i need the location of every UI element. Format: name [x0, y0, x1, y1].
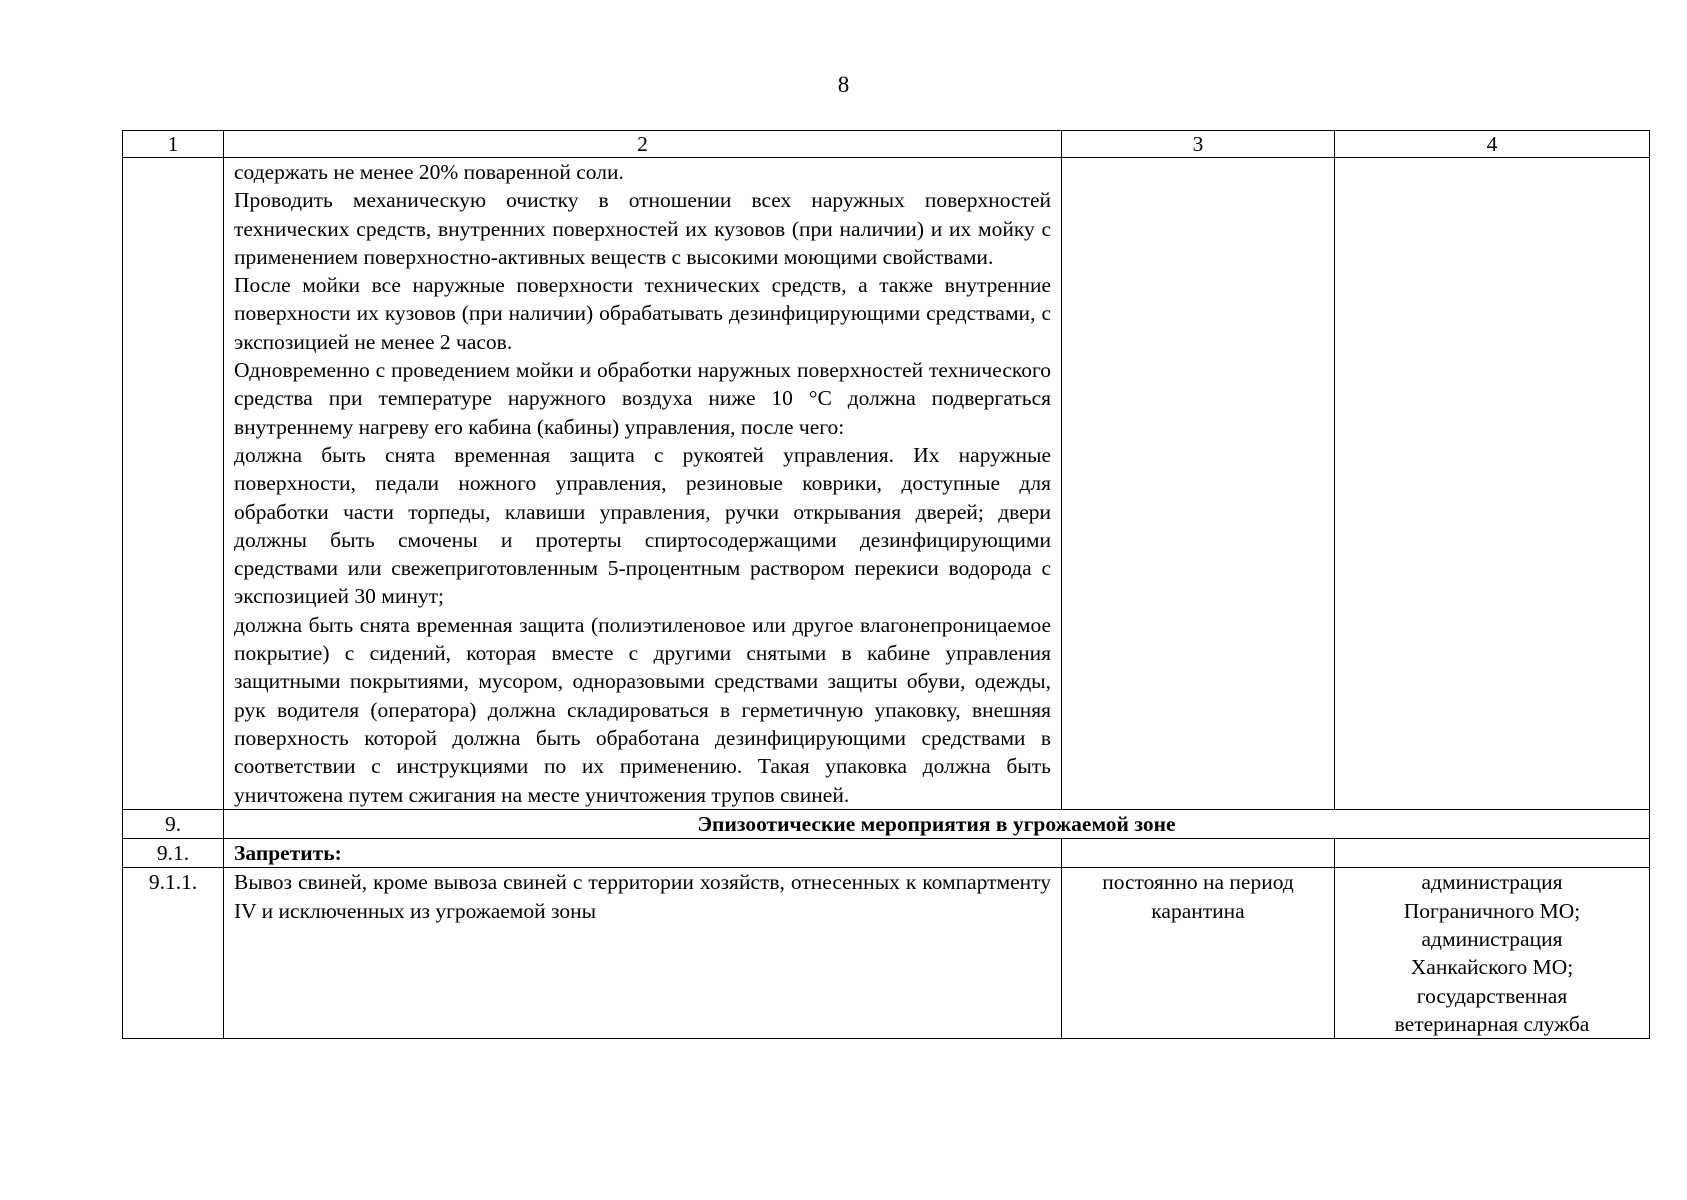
header-col-1: 1 — [123, 131, 224, 158]
paragraph: Одновременно с проведением мойки и обработки наружных поверхностей технического средства при температуре наружного воздуха ниже 10 °С должна подвергаться внутреннему нагреву его кабина (кабины) управления, после чего: — [234, 358, 1051, 439]
section-9-1-period-cell — [1062, 839, 1335, 868]
responsible-line: Ханкайского МО; — [1410, 955, 1574, 980]
continuation-num-cell — [123, 158, 224, 810]
section-9-row — [123, 809, 1650, 838]
row-9-1-1-text: Вывоз свиней, кроме вывоза свиней с территории хозяйств, отнесенных к компартменту IV и исключенных из угрожаемой зоны — [224, 868, 1062, 1039]
section-9-1-row — [123, 839, 1650, 868]
section-9-num: 9. — [123, 809, 224, 838]
section-9-1-title: Запретить: — [224, 839, 1062, 868]
row-9-1-1-period: постоянно на период карантина — [1062, 868, 1335, 1039]
header-col-4: 4 — [1335, 131, 1650, 158]
header-col-2: 2 — [224, 131, 1062, 158]
continuation-period-cell — [1062, 158, 1335, 810]
continuation-row — [123, 158, 1650, 810]
paragraph: должна быть снята временная защита с рукоятей управления. Их наружные поверхности, педали ножного управления, резиновые коврики, доступные для обработки части торпеды, клавиши управления, ручки открывания дверей; двери должны быть смочены и протерты спиртосодержащими дезинфицирующими средствами или свежеприготовленным 5-процентным раствором перекиси водорода с экспозицией 30 минут; — [234, 442, 1051, 609]
continuation-responsible-cell — [1335, 158, 1650, 810]
page-number: 8 — [837, 72, 850, 97]
continuation-text-cell — [224, 158, 1062, 810]
header-row — [123, 131, 1650, 158]
section-9-1-responsible-cell — [1335, 839, 1650, 868]
responsible-line: ветеринарная служба — [1394, 1011, 1590, 1036]
measures-table — [122, 130, 1650, 1039]
header-col-3: 3 — [1062, 131, 1335, 158]
responsible-line: Пограничного МО; — [1403, 898, 1581, 923]
paragraph: должна быть снята временная защита (полиэтиленовое или другое влагонепроницаемое покрытие) с сидений, которая вместе с другими снятыми в кабине управления защитными покрытиями, мусором, одноразовыми средствами защиты обуви, одежды, рук водителя (оператора) должна складироваться в герметичную упаковку, внешняя поверхность которой должна быть обработана дезинфицирующими средствами в соответствии с инструкциями по их применению. Такая упаковка должна быть уничтожена путем сжигания на месте уничтожения трупов свиней. — [234, 612, 1051, 807]
row-9-1-1-responsible — [1335, 868, 1650, 1039]
section-9-title: Эпизоотические мероприятия в угрожаемой зоне — [224, 809, 1650, 838]
section-9-1-num: 9.1. — [123, 839, 224, 868]
row-9-1-1-num: 9.1.1. — [123, 868, 224, 1039]
responsible-line: администрация — [1421, 927, 1563, 952]
paragraph: содержать не менее 20% поваренной соли. — [234, 160, 624, 184]
responsible-line: государственная — [1416, 983, 1568, 1008]
responsible-line: администрация — [1421, 870, 1563, 895]
paragraph: Проводить механическую очистку в отношении всех наружных поверхностей технических средств, внутренних поверхностей их кузовов (при наличии) и их мойку с применением поверхностно-активных веществ с высокими моющими свойствами. — [234, 188, 1051, 269]
row-9-1-1 — [123, 868, 1650, 1039]
paragraph: После мойки все наружные поверхности технических средств, а также внутренние поверхности их кузовов (при наличии) обрабатывать дезинфицирующими средствами, с экспозицией не менее 2 часов. — [234, 273, 1051, 354]
